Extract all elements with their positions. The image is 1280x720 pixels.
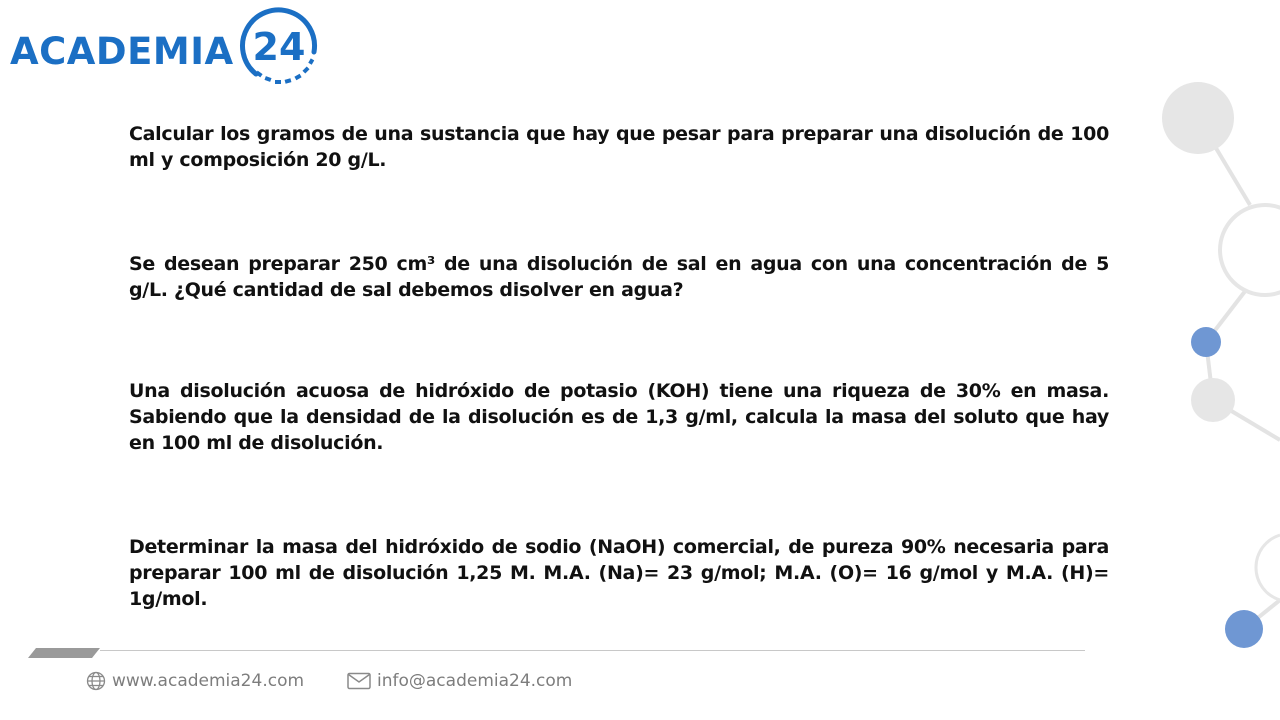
- problem-4: Determinar la masa del hidróxido de sodio (NaOH) comercial, de pureza 90% necesaria para preparar 100 ml de disolución 1,25 M. M.A. (Na)= 23 g/mol; M.A. (O)= 16 g/mol y M.A. (H)= 1g/mol.: [129, 536, 1109, 610]
- website-link[interactable]: www.academia24.com: [112, 671, 305, 691]
- footer-website[interactable]: [86, 671, 304, 691]
- academia24-logo: [10, 6, 330, 88]
- mail-icon: [347, 672, 371, 690]
- email-link[interactable]: info@academia24.com: [377, 671, 573, 691]
- decor-dot-blue-bottom: [1225, 610, 1263, 648]
- decor-ring-partial: [1256, 535, 1280, 600]
- footer-divider: [100, 650, 1085, 651]
- footer-email[interactable]: [347, 671, 572, 691]
- problem-1: Calcular los gramos de una sustancia que hay que pesar para preparar una disolución de 100 ml y composición 20 g/L.: [129, 123, 1109, 171]
- decor-ring-gray: [1220, 205, 1280, 295]
- globe-icon: [86, 671, 106, 691]
- decor-circle-gray-small: [1191, 378, 1235, 422]
- problem-2: Se desean preparar 250 cm³ de una disolución de sal en agua con una concentración de 5 g/L. ¿Qué cantidad de sal debemos disolver en agua?: [129, 253, 1109, 301]
- decor-circle-gray-large: [1162, 82, 1234, 154]
- decor-dot-blue: [1191, 327, 1221, 357]
- logo-number: 24: [252, 25, 306, 69]
- logo-badge: [238, 6, 320, 88]
- logo-wordmark: ACADEMIA: [10, 30, 234, 73]
- problem-3: Una disolución acuosa de hidróxido de potasio (KOH) tiene una riqueza de 30% en masa. Sabiendo que la densidad de la disolución es de 1,3 g/ml, calcula la masa del soluto que hay en 100 ml de disolución.: [129, 380, 1109, 454]
- footer-accent-tab: [28, 648, 100, 658]
